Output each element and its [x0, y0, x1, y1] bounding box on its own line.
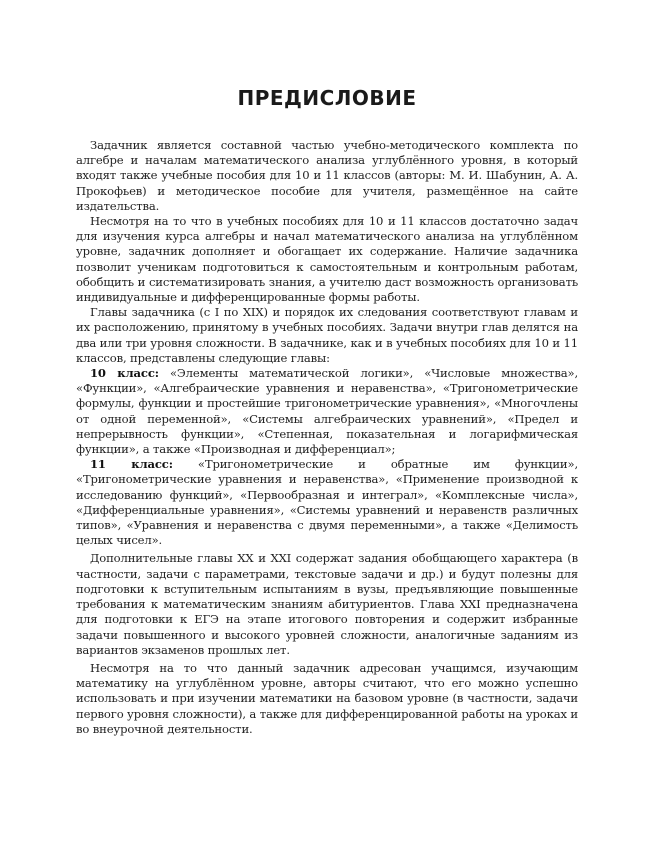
- page-content: [76, 86, 578, 737]
- paragraph-intro: [76, 138, 578, 214]
- paragraph-additional-chapters: [76, 551, 578, 657]
- paragraph-text: Несмотря на то что данный задачник адресован учащимся, изучающим математику на углублённом уровне, авторы считают, что его можно успешно использовать и при изучении математики на базовом уровне (в частности, задачи первого уровня сложности), а также для дифференцированной работы на уроках и во внеурочной деятельности.: [76, 660, 578, 736]
- page-title: ПРЕДИСЛОВИЕ: [237, 86, 417, 110]
- paragraph-text: Дополнительные главы XX и XXI содержат задания обобщающего характера (в частности, задачи с параметрами, текстовые задачи и др.) и будут полезны для подготовки к вступительным испытаниям в вузы, предъявляющие повышенные требования к математическим знаниям абитуриентов. Глава XXI предназначена для подготовки к ЕГЭ на этапе итогового повторения и содержит избранные задачи повышенного и высокого уровней сложности, аналогичные заданиям из вариантов экзаменов прошлых лет.: [76, 551, 578, 657]
- paragraph-text: «Тригонометрические и обратные им функции», «Тригонометрические уравнения и неравенства», «Применение производной к исследованию функций», «Первообразная и интеграл», «Комплексные числа», «Дифференциальные уравнения», «Системы уравнений и неравенств различных типов», «Уравнения и неравенства с двумя переменными», а также «Делимость целых чисел».: [76, 457, 578, 548]
- paragraph-purpose: [76, 214, 578, 305]
- paragraph-text: «Элементы математической логики», «Числовые множества», «Функции», «Алгебраические уравнения и неравенства», «Тригонометрические формулы, функции и простейшие тригонометрические уравнения», «Многочлены от одной переменной», «Системы алгебраических уравнений», «Предел и непрерывность функции», «Степенная, показательная и логарифмическая функции», а также «Производная и дифференциал»;: [76, 366, 578, 457]
- paragraph-text: Несмотря на то что в учебных пособиях для 10 и 11 классов достаточно задач для изучения курса алгебры и начал математического анализа на углублённом уровне, задачник дополняет и обогащает их содержание. Наличие задачника позволит ученикам подготовиться к самостоятельным и контрольным работам, обобщить и систематизировать знания, а учителю даст возможность организовать индивидуальные и дифференцированные формы работы.: [76, 214, 578, 305]
- grade-label: 11 класс:: [90, 457, 173, 472]
- paragraph-text: Задачник является составной частью учебно-методического комплекта по алгебре и началам математического анализа углублённого уровня, в который входят также учебные пособия для 10 и 11 классов (авторы: М. И. Шабунин, А. А. Прокофьев) и методическое пособие для учителя, размещённое на сайте издательства.: [76, 138, 578, 213]
- paragraph-text: Главы задачника (с I по XIX) и порядок их следования соответствуют главам и их расположению, принятому в учебных пособиях. Задачи внутри глав делятся на два или три уровня сложности. В задачнике, как и в учебных пособиях для 10 и 11 классов, представлены следующие главы:: [76, 305, 578, 365]
- paragraph-grade-10: [76, 366, 578, 457]
- paragraph-chapters: [76, 305, 578, 366]
- paragraph-grade-11: [76, 457, 578, 548]
- grade-label: 10 класс:: [90, 366, 159, 381]
- paragraph-conclusion: [76, 661, 578, 737]
